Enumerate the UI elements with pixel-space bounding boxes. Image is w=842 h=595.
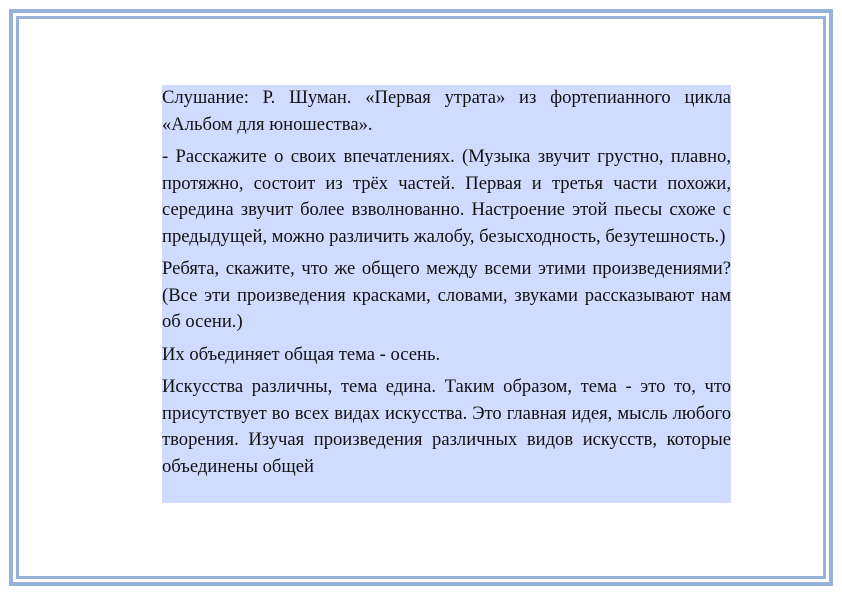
paragraph-impressions: - Расскажите о своих впечатлениях. (Музыка звучит грустно, плавно, протяжно, состоит из трёх частей. Первая и третья части похожи, середина звучит более взволнованно. Настроение этой пьесы схоже с предыдущей, можно различить жалобу, безысходность, безутешность.) (162, 146, 731, 247)
lesson-text-block (162, 85, 731, 503)
paragraph-arts: Искусства различны, тема едина. Таким образом, тема - это то, что присутствует во всех видах искусства. Это главная идея, мысль любого творения. Изучая произведения различных видов искусств, которые объединены общей (162, 376, 731, 477)
paragraph-theme: Их объединяет общая тема - осень. (162, 343, 441, 365)
paragraph-question: Ребята, скажите, что же общего между всеми этими произведениями? (Все эти произведения красками, словами, звуками рассказывают нам об осени.) (162, 258, 731, 332)
paragraph-listening: Слушание: Р. Шуман. «Первая утрата» из фортепианного цикла «Альбом для юношества». (162, 87, 731, 135)
